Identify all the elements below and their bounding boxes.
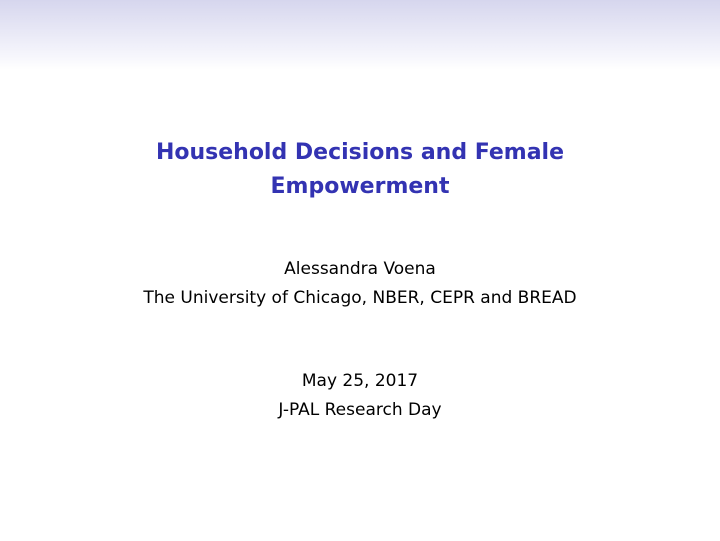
author-affiliation: The University of Chicago, NBER, CEPR and BREAD: [143, 288, 577, 308]
author-name: Alessandra Voena: [284, 259, 436, 279]
presentation-date: May 25, 2017: [301, 371, 419, 391]
slide-title: [60, 136, 660, 204]
header-gradient-band: [0, 0, 720, 70]
event-name: J-PAL Research Day: [278, 400, 442, 420]
date-block: [40, 367, 680, 425]
author-block: [40, 255, 680, 313]
slide-title-line-1: Household Decisions and Female: [155, 140, 565, 165]
slide-title-line-2: Empowerment: [270, 174, 450, 199]
